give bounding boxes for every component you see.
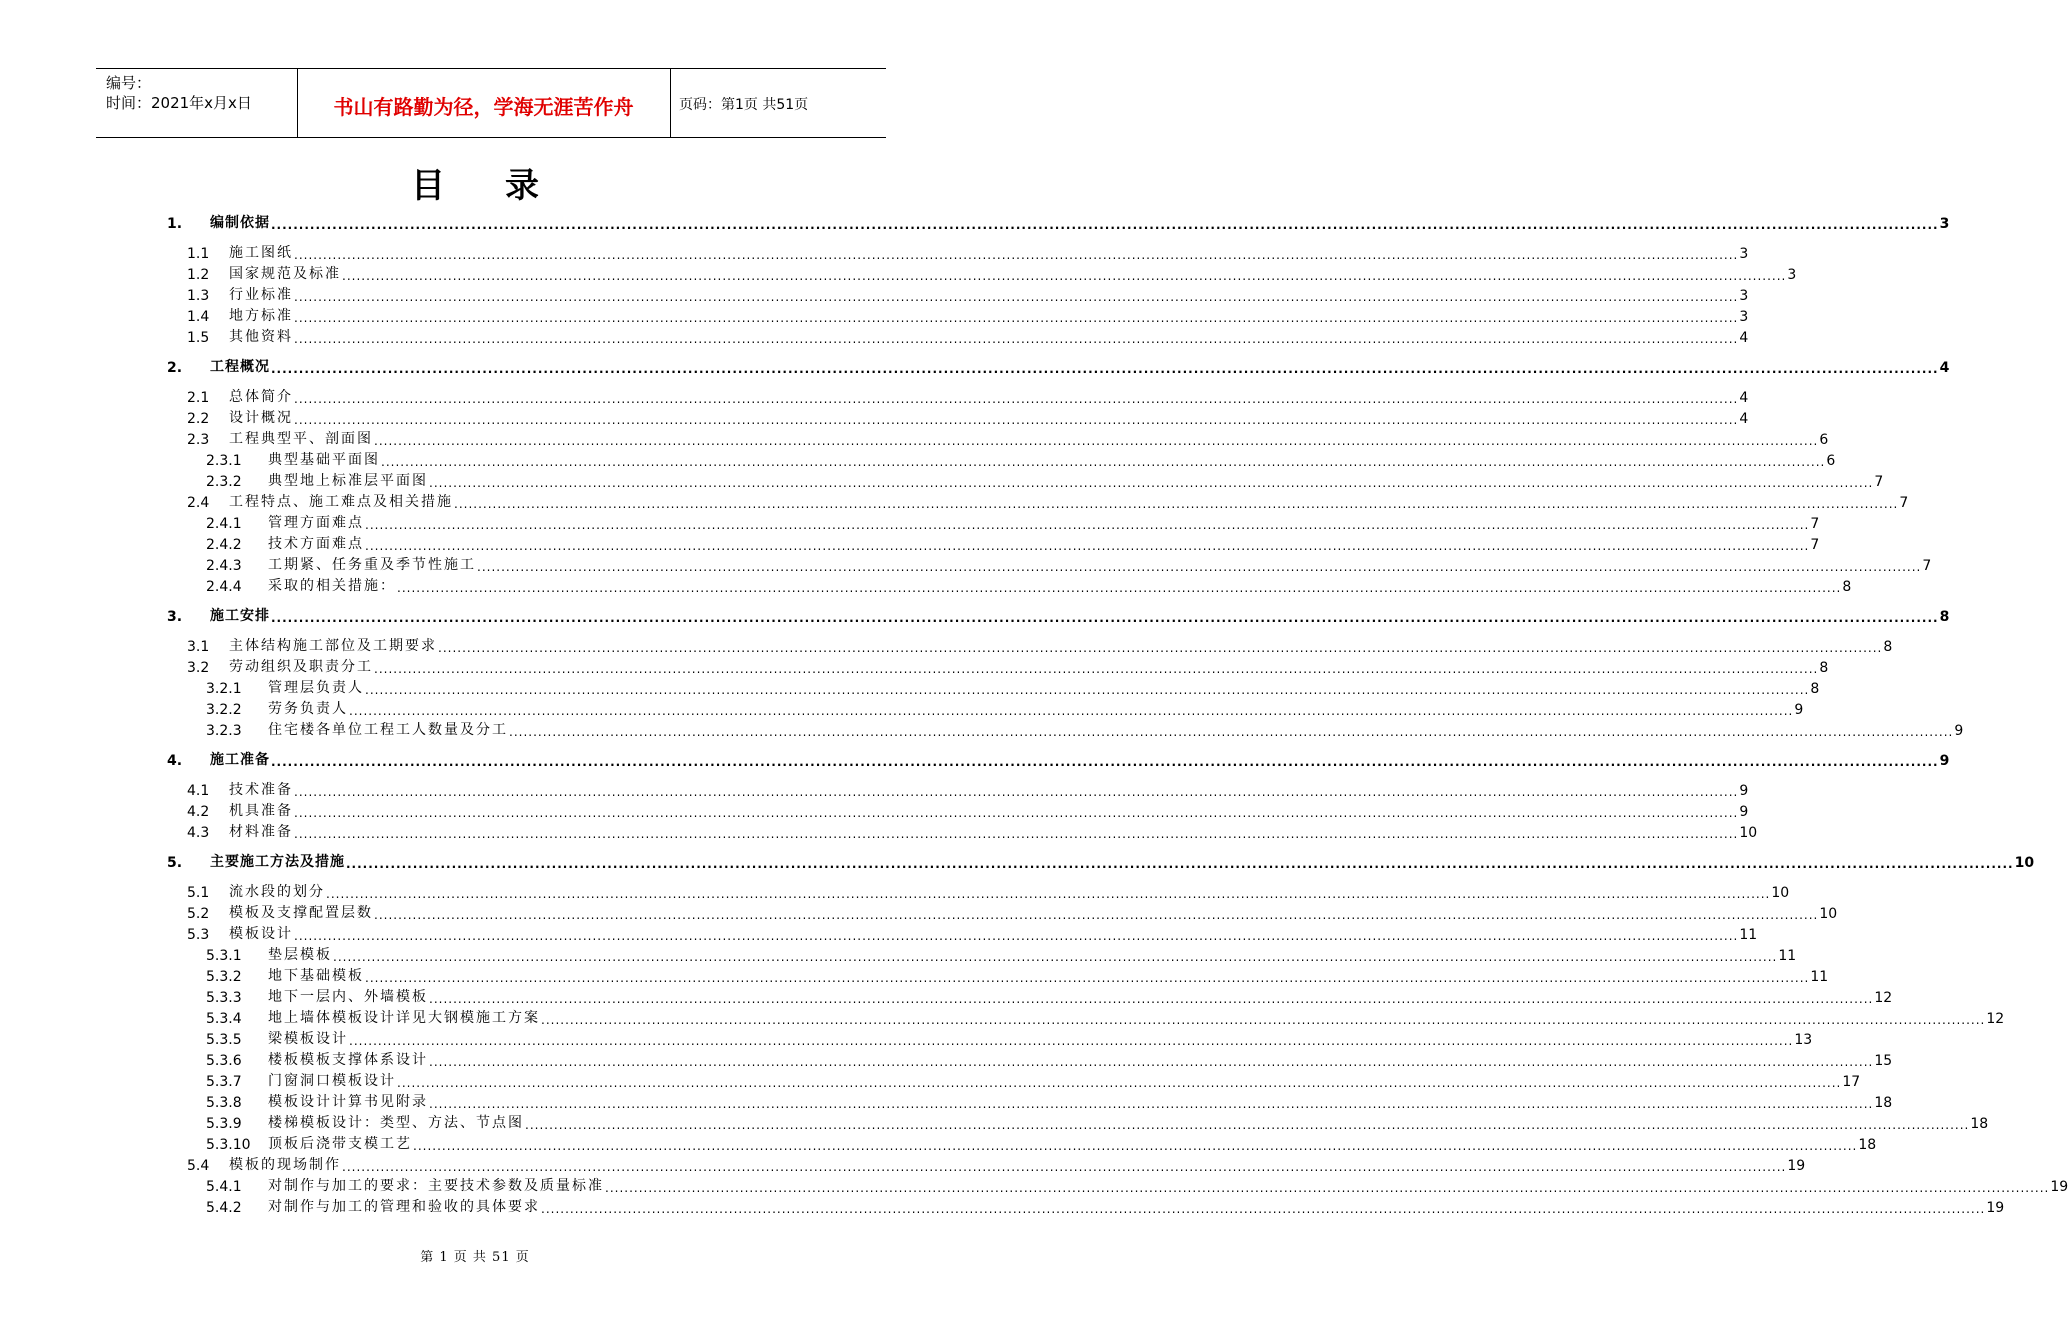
toc-number: 2.4	[187, 495, 210, 511]
toc-number: 4.2	[187, 804, 210, 820]
toc-page-number: 9	[1739, 804, 1749, 820]
toc-leader-dots: ............................................................................................................................................................................................................................................................................................................	[342, 1160, 1787, 1174]
toc-page-number: 4	[1739, 411, 1749, 427]
toc-leader-dots: ............................................................................................................................................................................................................................................................................................................	[271, 611, 1939, 625]
toc-number: 5.3.9	[206, 1116, 242, 1132]
toc-label: 对制作与加工的要求：主要技术参数及质量标准	[268, 1178, 604, 1194]
toc-number: 2.3	[187, 432, 210, 448]
toc-leader-dots: ............................................................................................................................................................................................................................................................................................................	[374, 434, 1819, 448]
toc-entry-body	[268, 944, 1797, 964]
toc-label: 对制作与加工的管理和验收的具体要求	[268, 1199, 540, 1215]
toc-row[interactable]	[206, 512, 1820, 532]
toc-entry-body	[229, 284, 1749, 304]
toc-page-number: 4	[1939, 360, 1950, 376]
toc-entry-body	[268, 1028, 1813, 1048]
toc-label: 工程特点、施工难点及相关措施	[229, 494, 453, 510]
toc-row[interactable]	[206, 1133, 1877, 1153]
toc-entry-body	[229, 779, 1749, 799]
toc-leader-dots: ............................................................................................................................................................................................................................................................................................................	[294, 392, 1739, 406]
header-motto-cell	[297, 69, 671, 137]
toc-leader-dots: ............................................................................................................................................................................................................................................................................................................	[365, 683, 1810, 697]
toc-label: 机具准备	[229, 803, 293, 819]
header-page-info: 页码：第1页 共51页	[679, 97, 809, 113]
toc-label: 国家规范及标准	[229, 266, 341, 282]
toc-number: 5.3	[187, 927, 210, 943]
toc-row[interactable]	[167, 212, 1950, 232]
toc-row[interactable]	[187, 386, 1749, 406]
toc-label: 模板及支撑配置层数	[229, 905, 373, 921]
toc-page-number: 10	[1739, 825, 1758, 841]
toc-page-number: 12	[1986, 1011, 2005, 1027]
toc-number: 2.	[167, 360, 183, 376]
toc-page-number: 9	[1794, 702, 1804, 718]
toc-leader-dots: ............................................................................................................................................................................................................................................................................................................	[294, 806, 1739, 820]
toc-label: 技术准备	[229, 782, 293, 798]
toc-label: 管理层负责人	[268, 680, 364, 696]
toc-leader-dots: ............................................................................................................................................................................................................................................................................................................	[413, 1139, 1858, 1153]
toc-leader-dots: ............................................................................................................................................................................................................................................................................................................	[438, 641, 1883, 655]
toc-row[interactable]	[187, 407, 1749, 427]
toc-leader-dots: ............................................................................................................................................................................................................................................................................................................	[294, 785, 1739, 799]
toc-entry-body	[268, 575, 1852, 595]
toc-page-number: 3	[1739, 288, 1749, 304]
header-page-cell	[671, 69, 886, 137]
toc-page-number: 11	[1778, 948, 1797, 964]
toc-number: 5.3.8	[206, 1095, 242, 1111]
toc-page-number: 12	[1874, 990, 1893, 1006]
toc-number: 1.	[167, 216, 183, 232]
toc-row[interactable]	[206, 698, 1804, 718]
toc-entry-body	[268, 986, 1893, 1006]
toc-number: 5.4.2	[206, 1200, 242, 1216]
toc-row[interactable]	[206, 719, 1964, 739]
toc-entry-body	[229, 1154, 1806, 1174]
toc-row[interactable]	[187, 284, 1749, 304]
toc-row[interactable]	[187, 428, 1829, 448]
toc-label: 管理方面难点	[268, 515, 364, 531]
toc-row[interactable]	[187, 305, 1749, 325]
toc-row[interactable]	[206, 449, 1836, 469]
toc-row[interactable]	[187, 923, 1758, 943]
toc-page-number: 11	[1739, 927, 1758, 943]
toc-label: 总体简介	[229, 389, 293, 405]
toc-row[interactable]	[206, 1070, 1861, 1090]
toc-label: 垫层模板	[268, 947, 332, 963]
toc-row[interactable]	[187, 635, 1893, 655]
toc-label: 行业标准	[229, 287, 293, 303]
toc-label: 工程典型平、剖面图	[229, 431, 373, 447]
toc-page-number: 9	[1939, 753, 1950, 769]
toc-entry-body	[229, 902, 1838, 922]
doc-time-label: 时间：2021年x月x日	[106, 94, 252, 112]
toc-row[interactable]	[167, 749, 1950, 769]
toc-row[interactable]	[187, 491, 1909, 511]
toc-entry-body	[268, 470, 1884, 490]
toc-page-number: 10	[1819, 906, 1838, 922]
toc-leader-dots: ............................................................................................................................................................................................................................................................................................................	[365, 971, 1810, 985]
toc-entry-body	[229, 242, 1749, 262]
toc-leader-dots: ............................................................................................................................................................................................................................................................................................................	[477, 560, 1922, 574]
toc-number: 5.3.10	[206, 1137, 251, 1153]
toc-entry-body	[229, 881, 1790, 901]
toc-page-number: 9	[1954, 723, 1964, 739]
toc-number: 2.2	[187, 411, 210, 427]
toc-row[interactable]	[167, 605, 1950, 625]
toc-label: 模板的现场制作	[229, 1157, 341, 1173]
toc-entry-body	[229, 923, 1758, 943]
toc-row[interactable]	[187, 326, 1749, 346]
toc-entry-body	[229, 305, 1749, 325]
toc-entry-body	[229, 386, 1749, 406]
toc-leader-dots: ............................................................................................................................................................................................................................................................................................................	[541, 1202, 1986, 1216]
toc-page-number: 7	[1899, 495, 1909, 511]
toc-number: 4.	[167, 753, 183, 769]
toc-leader-dots: ............................................................................................................................................................................................................................................................................................................	[326, 887, 1771, 901]
toc-leader-dots: ............................................................................................................................................................................................................................................................................................................	[429, 992, 1874, 1006]
toc-leader-dots: ............................................................................................................................................................................................................................................................................................................	[374, 662, 1819, 676]
toc-number: 1.1	[187, 246, 210, 262]
toc-number: 5.3.1	[206, 948, 242, 964]
toc-entry-body	[268, 512, 1820, 532]
toc-entry-body	[268, 1007, 2005, 1027]
toc-entry-body	[268, 677, 1820, 697]
toc-page-number: 15	[1874, 1053, 1893, 1069]
toc-entry-body	[268, 1091, 1893, 1111]
toc-title: 目录	[411, 166, 599, 206]
toc-label: 主要施工方法及措施	[210, 854, 345, 870]
toc-label: 劳动组织及职责分工	[229, 659, 373, 675]
toc-number: 1.2	[187, 267, 210, 283]
toc-row[interactable]	[206, 1196, 2005, 1216]
toc-label: 主体结构施工部位及工期要求	[229, 638, 437, 654]
toc-number: 2.3.1	[206, 453, 242, 469]
toc-number: 5.3.4	[206, 1011, 242, 1027]
toc-leader-dots: ............................................................................................................................................................................................................................................................................................................	[271, 218, 1939, 232]
toc-entry-body	[229, 656, 1829, 676]
toc-leader-dots: ............................................................................................................................................................................................................................................................................................................	[346, 857, 2014, 871]
toc-row[interactable]	[187, 656, 1829, 676]
toc-label: 楼梯模板设计：类型、方法、节点图	[268, 1115, 524, 1131]
toc-page-number: 18	[1970, 1116, 1989, 1132]
toc-page-number: 3	[1787, 267, 1797, 283]
toc-page-number: 3	[1739, 246, 1749, 262]
toc-entry-body	[229, 428, 1829, 448]
toc-page-number: 8	[1842, 579, 1852, 595]
toc-entry-body	[268, 1175, 2068, 1195]
toc-number: 2.4.3	[206, 558, 242, 574]
toc-row[interactable]	[187, 779, 1749, 799]
toc-label: 楼板模板支撑体系设计	[268, 1052, 428, 1068]
doc-code-label: 编号：	[106, 74, 152, 92]
toc-entry-body	[268, 533, 1820, 553]
toc-page-number: 19	[1986, 1200, 2005, 1216]
toc-row[interactable]	[206, 1028, 1813, 1048]
toc-label: 模板设计	[229, 926, 293, 942]
toc-label: 工期紧、任务重及季节性施工	[268, 557, 476, 573]
toc-row[interactable]	[206, 1175, 2068, 1195]
toc-page-number: 8	[1939, 609, 1950, 625]
toc-label: 施工准备	[210, 752, 270, 768]
toc-leader-dots: ............................................................................................................................................................................................................................................................................................................	[294, 332, 1739, 346]
toc-row[interactable]	[187, 242, 1749, 262]
toc-label: 编制依据	[210, 215, 270, 231]
toc-entry-body	[268, 1070, 1861, 1090]
toc-leader-dots: ............................................................................................................................................................................................................................................................................................................	[294, 311, 1739, 325]
toc-label: 材料准备	[229, 824, 293, 840]
header-meta-cell	[96, 69, 298, 137]
toc-row[interactable]	[187, 800, 1749, 820]
toc-page-number: 3	[1939, 216, 1950, 232]
toc-entry-body	[229, 800, 1749, 820]
toc-leader-dots: ............................................................................................................................................................................................................................................................................................................	[271, 362, 1939, 376]
toc-leader-dots: ............................................................................................................................................................................................................................................................................................................	[365, 539, 1810, 553]
toc-label: 流水段的划分	[229, 884, 325, 900]
toc-row[interactable]	[187, 1154, 1806, 1174]
toc-entry-body	[268, 554, 1932, 574]
toc-entry-body	[210, 851, 2035, 871]
toc-label: 其他资料	[229, 329, 293, 345]
toc-leader-dots: ............................................................................................................................................................................................................................................................................................................	[349, 1034, 1794, 1048]
toc-number: 3.1	[187, 639, 210, 655]
toc-row[interactable]	[206, 677, 1820, 697]
toc-label: 地方标准	[229, 308, 293, 324]
toc-label: 住宅楼各单位工程工人数量及分工	[268, 722, 508, 738]
toc-page-number: 7	[1810, 516, 1820, 532]
toc-entry-body	[268, 1112, 1989, 1132]
toc-page-number: 4	[1739, 330, 1749, 346]
toc-entry-body	[268, 1133, 1877, 1153]
toc-leader-dots: ............................................................................................................................................................................................................................................................................................................	[541, 1013, 1986, 1027]
toc-page-number: 18	[1874, 1095, 1893, 1111]
toc-label: 模板设计计算书见附录	[268, 1094, 428, 1110]
toc-page-number: 7	[1922, 558, 1932, 574]
toc-entry-body	[210, 605, 1950, 625]
toc-label: 地上墙体模板设计详见大钢模施工方案	[268, 1010, 540, 1026]
toc-label: 门窗洞口模板设计	[268, 1073, 396, 1089]
toc-entry-body	[229, 407, 1749, 427]
toc-row[interactable]	[206, 1007, 2005, 1027]
toc-number: 3.	[167, 609, 183, 625]
toc-label: 典型地上标准层平面图	[268, 473, 428, 489]
toc-label: 施工安排	[210, 608, 270, 624]
toc-page-number: 7	[1810, 537, 1820, 553]
toc-page-number: 18	[1858, 1137, 1877, 1153]
toc-page-number: 8	[1883, 639, 1893, 655]
toc-label: 设计概况	[229, 410, 293, 426]
toc-row[interactable]	[206, 1112, 1989, 1132]
toc-page-number: 7	[1874, 474, 1884, 490]
page-footer: 第 1 页 共 51 页	[420, 1250, 530, 1265]
toc-entry-body	[268, 1196, 2005, 1216]
toc-leader-dots: ............................................................................................................................................................................................................................................................................................................	[271, 755, 1939, 769]
toc-page-number: 8	[1810, 681, 1820, 697]
toc-row[interactable]	[206, 554, 1932, 574]
toc-leader-dots: ............................................................................................................................................................................................................................................................................................................	[509, 725, 1954, 739]
toc-row[interactable]	[167, 851, 2035, 871]
toc-leader-dots: ............................................................................................................................................................................................................................................................................................................	[429, 1055, 1874, 1069]
toc-page-number: 6	[1826, 453, 1836, 469]
toc-leader-dots: ............................................................................................................................................................................................................................................................................................................	[381, 455, 1826, 469]
toc-number: 5.4.1	[206, 1179, 242, 1195]
toc-label: 梁模板设计	[268, 1031, 348, 1047]
toc-number: 4.3	[187, 825, 210, 841]
toc-number: 1.3	[187, 288, 210, 304]
toc-page-number: 9	[1739, 783, 1749, 799]
toc-page-number: 11	[1810, 969, 1829, 985]
toc-page-number: 10	[2014, 855, 2035, 871]
toc-row[interactable]	[206, 470, 1884, 490]
toc-leader-dots: ............................................................................................................................................................................................................................................................................................................	[349, 704, 1794, 718]
toc-page-number: 10	[1771, 885, 1790, 901]
toc-row[interactable]	[206, 1091, 1893, 1111]
toc-number: 5.3.3	[206, 990, 242, 1006]
toc-entry-body	[229, 326, 1749, 346]
toc-entry-body	[210, 212, 1950, 232]
toc-number: 1.5	[187, 330, 210, 346]
toc-page-number: 8	[1819, 660, 1829, 676]
toc-label: 技术方面难点	[268, 536, 364, 552]
toc-entry-body	[268, 1049, 1893, 1069]
toc-leader-dots: ............................................................................................................................................................................................................................................................................................................	[429, 476, 1874, 490]
toc-leader-dots: ............................................................................................................................................................................................................................................................................................................	[294, 413, 1739, 427]
toc-leader-dots: ............................................................................................................................................................................................................................................................................................................	[294, 290, 1739, 304]
toc-number: 1.4	[187, 309, 210, 325]
toc-label: 地下一层内、外墙模板	[268, 989, 428, 1005]
toc-number: 5.3.6	[206, 1053, 242, 1069]
toc-entry-body	[210, 356, 1950, 376]
toc-leader-dots: ............................................................................................................................................................................................................................................................................................................	[294, 248, 1739, 262]
page-header	[96, 68, 886, 138]
toc-number: 2.3.2	[206, 474, 242, 490]
toc-row[interactable]	[206, 1049, 1893, 1069]
toc-entry-body	[229, 263, 1797, 283]
toc-label: 劳务负责人	[268, 701, 348, 717]
toc-page-number: 13	[1794, 1032, 1813, 1048]
toc-number: 5.3.7	[206, 1074, 242, 1090]
toc-number: 2.4.4	[206, 579, 242, 595]
toc-row[interactable]	[187, 263, 1797, 283]
toc-entry-body	[229, 635, 1893, 655]
toc-leader-dots: ............................................................................................................................................................................................................................................................................................................	[294, 929, 1739, 943]
toc-leader-dots: ............................................................................................................................................................................................................................................................................................................	[525, 1118, 1970, 1132]
toc-leader-dots: ............................................................................................................................................................................................................................................................................................................	[454, 497, 1899, 511]
toc-leader-dots: ............................................................................................................................................................................................................................................................................................................	[342, 269, 1787, 283]
toc-row[interactable]	[167, 356, 1950, 376]
toc-page-number: 19	[1787, 1158, 1806, 1174]
toc-page-number: 4	[1739, 390, 1749, 406]
toc-entry-body	[268, 449, 1836, 469]
toc-entry-body	[229, 821, 1758, 841]
header-motto: 书山有路勤为径，学海无涯苦作舟	[333, 95, 634, 119]
toc-number: 2.4.2	[206, 537, 242, 553]
toc-leader-dots: ............................................................................................................................................................................................................................................................................................................	[429, 1097, 1874, 1111]
toc-number: 3.2.2	[206, 702, 242, 718]
toc-label: 顶板后浇带支模工艺	[268, 1136, 412, 1152]
toc-page-number: 19	[2050, 1179, 2068, 1195]
toc-number: 2.4.1	[206, 516, 242, 532]
toc-leader-dots: ............................................................................................................................................................................................................................................................................................................	[397, 581, 1842, 595]
toc-number: 3.2	[187, 660, 210, 676]
toc-entry-body	[268, 698, 1804, 718]
toc-label: 施工图纸	[229, 245, 293, 261]
toc-number: 5.2	[187, 906, 210, 922]
toc-number: 5.4	[187, 1158, 210, 1174]
toc-row[interactable]	[206, 986, 1893, 1006]
toc-leader-dots: ............................................................................................................................................................................................................................................................................................................	[397, 1076, 1842, 1090]
toc-page-number: 3	[1739, 309, 1749, 325]
toc-leader-dots: ............................................................................................................................................................................................................................................................................................................	[294, 827, 1739, 841]
toc-page-number: 6	[1819, 432, 1829, 448]
toc-row[interactable]	[187, 881, 1790, 901]
toc-label: 采取的相关措施：	[268, 578, 396, 594]
toc-leader-dots: ............................................................................................................................................................................................................................................................................................................	[605, 1181, 2050, 1195]
toc-row[interactable]	[206, 944, 1797, 964]
toc-page-number: 17	[1842, 1074, 1861, 1090]
toc-row[interactable]	[206, 533, 1820, 553]
toc-entry-body	[268, 965, 1829, 985]
toc-entry-body	[229, 491, 1909, 511]
toc-entry-body	[210, 749, 1950, 769]
toc-label: 工程概况	[210, 359, 270, 375]
toc-row[interactable]	[206, 575, 1852, 595]
toc-label: 地下基础模板	[268, 968, 364, 984]
toc-number: 5.	[167, 855, 183, 871]
toc-number: 5.1	[187, 885, 210, 901]
toc-number: 5.3.2	[206, 969, 242, 985]
toc-row[interactable]	[206, 965, 1829, 985]
toc-leader-dots: ............................................................................................................................................................................................................................................................................................................	[333, 950, 1778, 964]
toc-number: 3.2.3	[206, 723, 242, 739]
toc-row[interactable]	[187, 902, 1838, 922]
toc-number: 5.3.5	[206, 1032, 242, 1048]
toc-row[interactable]	[187, 821, 1758, 841]
toc-entry-body	[268, 719, 1964, 739]
toc-leader-dots: ............................................................................................................................................................................................................................................................................................................	[374, 908, 1819, 922]
toc-leader-dots: ............................................................................................................................................................................................................................................................................................................	[365, 518, 1810, 532]
toc-number: 4.1	[187, 783, 210, 799]
toc-number: 2.1	[187, 390, 210, 406]
toc-number: 3.2.1	[206, 681, 242, 697]
toc-label: 典型基础平面图	[268, 452, 380, 468]
